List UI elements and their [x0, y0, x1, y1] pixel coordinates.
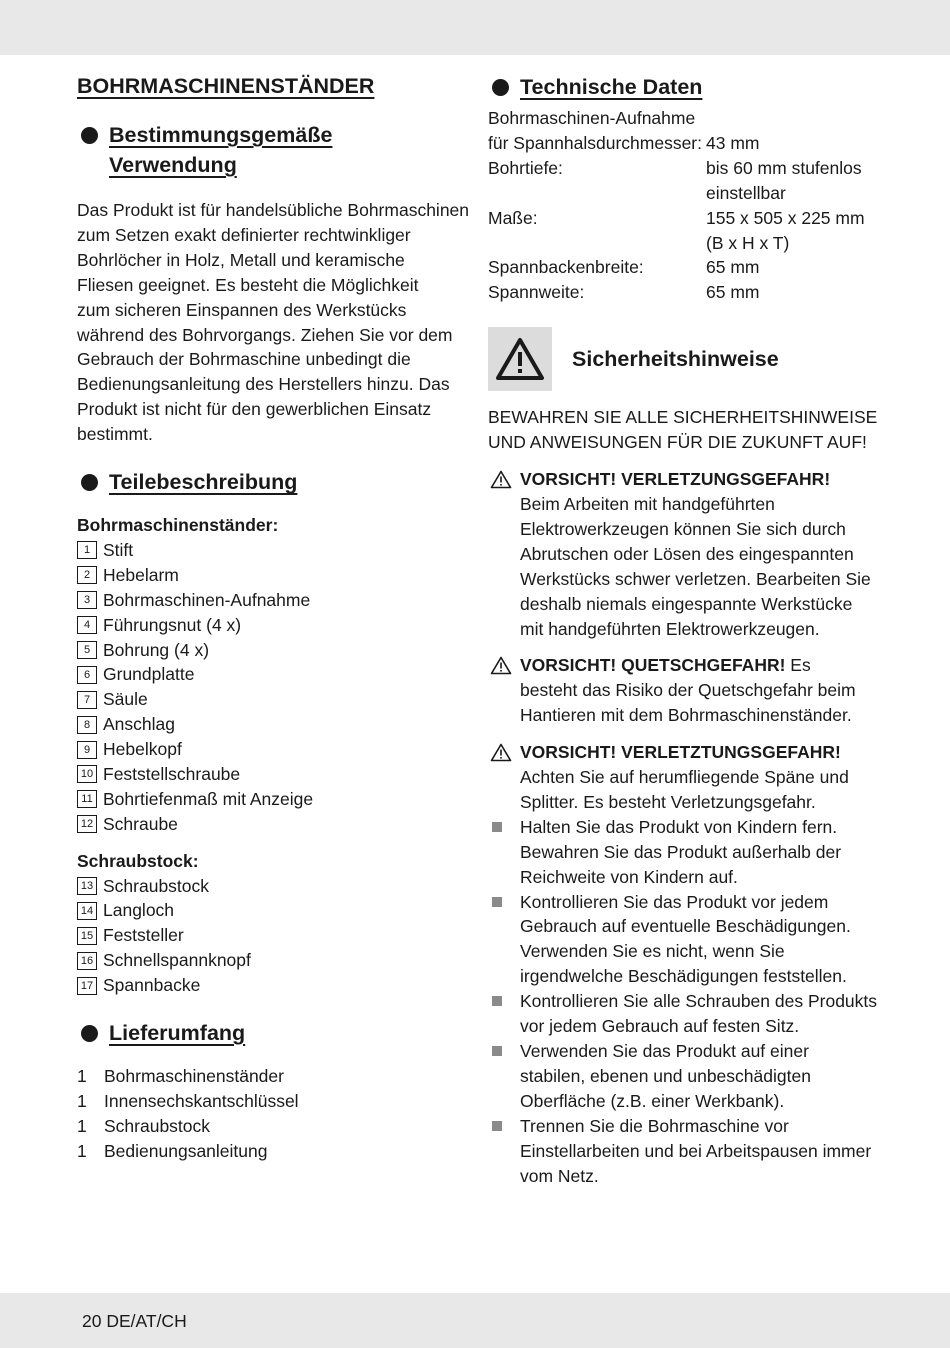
list-item — [77, 898, 469, 923]
tech-label: Maße: — [488, 207, 538, 228]
caution-crush — [488, 653, 888, 728]
parts-group2-title: Schraubstock: — [77, 850, 199, 871]
text-line: irgendwelche Beschädigungen feststellen. — [520, 966, 847, 987]
table-row — [488, 280, 888, 305]
caution-injury-1 — [488, 467, 888, 641]
square-bullet-icon — [492, 897, 502, 907]
part-label: Stift — [103, 539, 134, 560]
text-line: vom Netz. — [520, 1165, 599, 1186]
part-label: Feststellschraube — [103, 763, 241, 784]
list-item — [488, 1039, 888, 1114]
item-label: Schraubstock — [104, 1115, 211, 1136]
parts-title: Teilebeschreibung — [109, 470, 298, 495]
caution-first-line — [520, 653, 888, 678]
caution-title: VORSICHT! VERLETZTUNGSGEFAHR! — [520, 742, 841, 763]
tech-value — [706, 106, 888, 131]
table-row — [488, 206, 888, 231]
text-line: Bohrlöcher in Holz, Metall und keramische — [77, 249, 405, 270]
section-scope-heading — [77, 1018, 469, 1048]
item-label: Innensechskantschlüssel — [104, 1090, 299, 1111]
section-bullet-icon — [81, 474, 98, 491]
list-item — [77, 874, 469, 899]
text-line: Bewahren Sie das Produkt außerhalb der — [520, 841, 842, 862]
item-quantity: 1 — [77, 1115, 87, 1136]
list-item — [488, 1114, 888, 1189]
parts-group1-title: Bohrmaschinenständer: — [77, 515, 279, 536]
tech-value: 43 mm — [706, 132, 760, 153]
section-bullet-icon — [81, 127, 98, 144]
tech-label — [488, 231, 706, 256]
text-line: Fliesen geeignet. Es besteht die Möglichkeit — [77, 274, 419, 295]
square-bullet-icon — [492, 996, 502, 1006]
part-label: Hebelkopf — [103, 739, 182, 760]
list-item — [77, 1114, 469, 1139]
table-row — [488, 255, 888, 280]
text-line: Splitter. Es besteht Verletzungsgefahr. — [520, 791, 816, 812]
section-intended-use-heading — [77, 120, 469, 180]
item-quantity: 1 — [77, 1066, 87, 1087]
table-row — [488, 131, 888, 156]
item-label: Bedienungsanleitung — [104, 1140, 268, 1161]
page-title: BOHRMASCHINENSTÄNDER — [77, 74, 375, 98]
text-line: Werkstücks schwer verletzen. Bearbeiten Sie — [520, 568, 871, 589]
part-number: 5 — [77, 641, 97, 659]
part-number: 15 — [77, 927, 97, 945]
warning-icon — [490, 743, 512, 762]
tech-title: Technische Daten — [520, 75, 703, 99]
tech-value: 65 mm — [706, 282, 760, 303]
left-column — [77, 72, 469, 1164]
warning-triangle-icon — [488, 327, 552, 391]
text-line: zum sicheren Einspannen des Werkstücks — [77, 299, 407, 320]
page-number: 20 DE/AT/CH — [82, 1311, 187, 1331]
tech-label: Spannweite: — [488, 282, 585, 303]
table-row — [488, 156, 888, 181]
scope-list — [77, 1064, 469, 1164]
part-label: Hebelarm — [103, 564, 179, 585]
part-number: 14 — [77, 902, 97, 920]
part-number: 16 — [77, 952, 97, 970]
list-item — [77, 948, 469, 973]
item-quantity: 1 — [77, 1140, 87, 1161]
intended-use-title-line1: Bestimmungsgemäße — [109, 123, 333, 147]
tech-value: bis 60 mm stufenlos — [706, 157, 862, 178]
parts-list-vise — [77, 874, 469, 998]
text-line: vor jedem Gebrauch auf festen Sitz. — [520, 1016, 800, 1037]
part-number: 10 — [77, 765, 97, 783]
text-line: während des Bohrvorgangs. Ziehen Sie vor dem — [77, 324, 453, 345]
text-line: Verwenden Sie das Produkt auf einer — [520, 1041, 809, 1061]
text-line: stabilen, ebenen und unbeschädigten — [520, 1065, 811, 1086]
safety-keep-notice — [488, 405, 888, 455]
text-line: UND ANWEISUNGEN FÜR DIE ZUKUNFT AUF! — [488, 432, 867, 453]
list-item — [77, 638, 469, 663]
caution-tail: Es — [785, 655, 811, 676]
text-line: Gebrauch auf eventuelle Beschädigungen. — [520, 916, 851, 937]
list-item — [77, 712, 469, 737]
tech-data-table — [488, 106, 888, 305]
section-tech-heading — [488, 72, 888, 102]
text-line: besteht das Risiko der Quetschgefahr beim — [520, 680, 856, 701]
item-quantity: 1 — [77, 1090, 87, 1111]
part-number: 8 — [77, 716, 97, 734]
text-line: Das Produkt ist für handelsübliche Bohrmaschinen — [77, 200, 470, 220]
parts-list-stand — [77, 538, 469, 837]
list-item — [77, 1089, 469, 1114]
text-line: Halten Sie das Produkt von Kindern fern. — [520, 816, 838, 837]
text-line: Einstellarbeiten und bei Arbeitspausen immer — [520, 1140, 872, 1161]
part-label: Führungsnut (4 x) — [103, 614, 242, 635]
list-item — [488, 815, 888, 890]
text-line: Trennen Sie die Bohrmaschine vor — [520, 1115, 789, 1136]
part-label: Schnellspannknopf — [103, 950, 251, 971]
intended-use-title-line2: Verwendung — [109, 153, 237, 177]
tech-value: (B x H x T) — [706, 232, 790, 253]
intended-use-text — [77, 198, 469, 447]
list-item — [488, 989, 888, 1039]
part-number: 6 — [77, 666, 97, 684]
caution-title: VORSICHT! VERLETZUNGSGEFAHR! — [520, 469, 831, 490]
text-line: Kontrollieren Sie alle Schrauben des Produkts — [520, 991, 878, 1012]
part-label: Säule — [103, 689, 148, 710]
square-bullet-icon — [492, 822, 502, 832]
part-number: 3 — [77, 591, 97, 609]
list-item — [77, 923, 469, 948]
list-item — [77, 762, 469, 787]
list-item — [488, 890, 888, 990]
header-band — [0, 0, 950, 55]
tech-value: 155 x 505 x 225 mm — [706, 207, 865, 228]
part-label: Bohrmaschinen-Aufnahme — [103, 589, 311, 610]
list-item — [77, 737, 469, 762]
tech-label — [488, 181, 706, 206]
section-bullet-icon — [492, 79, 509, 96]
part-number: 7 — [77, 691, 97, 709]
part-label: Grundplatte — [103, 664, 195, 685]
section-bullet-icon — [81, 1025, 98, 1042]
tech-label: Bohrtiefe: — [488, 157, 563, 178]
list-item — [77, 538, 469, 563]
part-number: 11 — [77, 790, 97, 808]
text-line: Gebrauch der Bohrmaschine unbedingt die — [77, 349, 411, 370]
list-item — [77, 787, 469, 812]
list-item — [77, 973, 469, 998]
part-label: Schraubstock — [103, 875, 210, 896]
text-line: Produkt ist nicht für den gewerblichen Einsatz — [77, 399, 432, 420]
text-line: Abrutschen oder Lösen des eingespannten — [520, 543, 854, 564]
list-item — [77, 1139, 469, 1164]
warning-icon — [490, 470, 512, 489]
text-line: deshalb niemals eingespannte Werkstücke — [520, 593, 853, 614]
part-label: Spannbacke — [103, 975, 201, 996]
text-line: BEWAHREN SIE ALLE SICHERHEITSHINWEISE — [488, 407, 878, 428]
tech-label: Spannbackenbreite: — [488, 257, 644, 278]
caution-title: VORSICHT! QUETSCHGEFAHR! — [520, 655, 786, 676]
text-line: bestimmt. — [77, 424, 153, 445]
table-row — [488, 231, 888, 256]
text-line: Reichweite von Kindern auf. — [520, 866, 738, 887]
text-line: Hantieren mit dem Bohrmaschinenständer. — [520, 705, 852, 726]
scope-title: Lieferumfang — [109, 1021, 246, 1046]
list-item — [77, 563, 469, 588]
section-parts-heading — [77, 467, 469, 497]
list-item — [77, 1064, 469, 1089]
list-item — [77, 662, 469, 687]
list-item — [77, 613, 469, 638]
text-line: Achten Sie auf herumfliegende Späne und — [520, 767, 849, 788]
part-number: 4 — [77, 616, 97, 634]
text-line: zum Setzen exakt definierter rechtwinkliger — [77, 224, 411, 245]
caution-injury-2 — [488, 740, 888, 815]
text-line: Bedienungsanleitung des Herstellers hinzu. Das — [77, 374, 450, 395]
tech-label: Bohrmaschinen-Aufnahme — [488, 108, 696, 128]
safety-heading — [488, 327, 888, 391]
part-label: Anschlag — [103, 714, 175, 735]
item-label: Bohrmaschinenständer — [104, 1066, 284, 1087]
text-line: mit handgeführten Elektrowerkzeugen. — [520, 618, 820, 639]
tech-value: einstellbar — [706, 182, 786, 203]
tech-label: für Spannhalsdurchmesser: — [488, 132, 702, 153]
part-label: Schraube — [103, 813, 178, 834]
part-number: 17 — [77, 977, 97, 995]
text-line: Verwenden Sie es nicht, wenn Sie — [520, 941, 785, 962]
list-item — [77, 687, 469, 712]
part-label: Feststeller — [103, 925, 184, 946]
part-label: Langloch — [103, 900, 175, 921]
text-line: Oberfläche (z.B. einer Werkbank). — [520, 1090, 785, 1111]
part-number: 9 — [77, 741, 97, 759]
table-row — [488, 181, 888, 206]
safety-bullet-list — [488, 815, 888, 1189]
part-label: Bohrtiefenmaß mit Anzeige — [103, 788, 314, 809]
safety-title: Sicherheitshinweise — [572, 346, 779, 371]
right-column — [488, 72, 888, 1188]
part-number: 2 — [77, 566, 97, 584]
part-number: 1 — [77, 541, 97, 559]
warning-icon — [490, 656, 512, 675]
part-label: Bohrung (4 x) — [103, 639, 210, 660]
square-bullet-icon — [492, 1046, 502, 1056]
text-line: Elektrowerkzeugen können Sie sich durch — [520, 518, 846, 539]
square-bullet-icon — [492, 1121, 502, 1131]
text-line: Kontrollieren Sie das Produkt vor jedem — [520, 891, 829, 912]
part-number: 13 — [77, 877, 97, 895]
tech-value: 65 mm — [706, 257, 760, 278]
table-row — [488, 106, 888, 131]
list-item — [77, 588, 469, 613]
list-item — [77, 812, 469, 837]
text-line: Beim Arbeiten mit handgeführten — [520, 493, 775, 514]
part-number: 12 — [77, 815, 97, 833]
